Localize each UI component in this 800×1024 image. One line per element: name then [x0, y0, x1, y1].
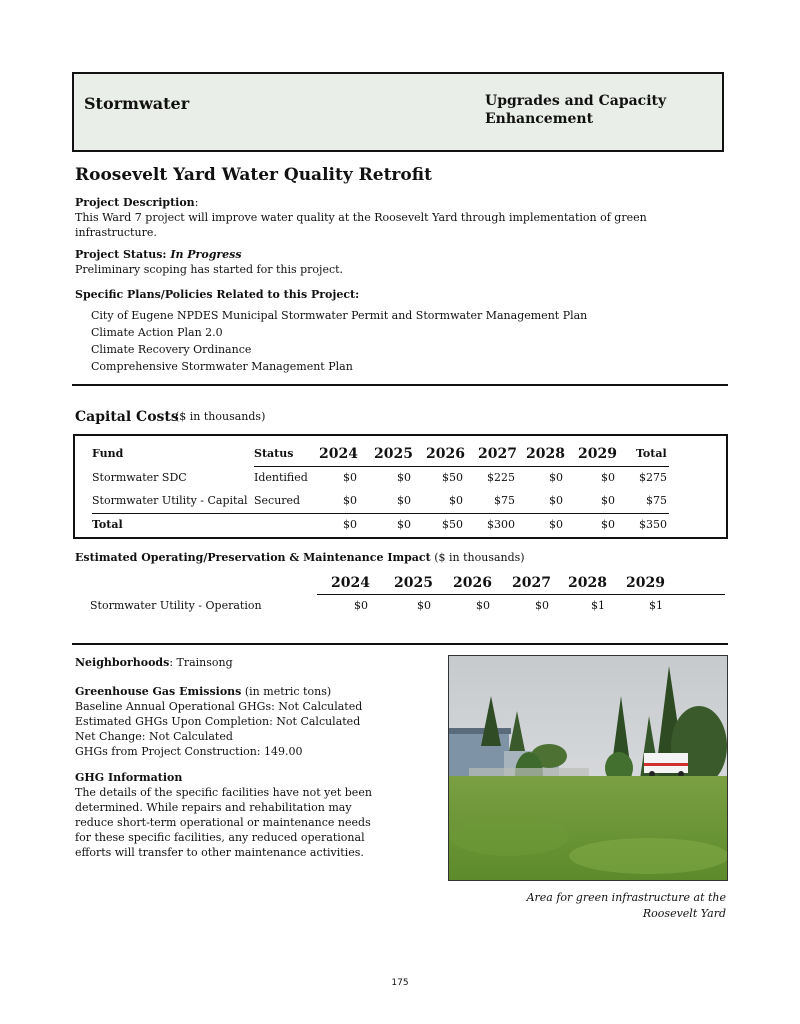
header-status: Status: [254, 447, 294, 460]
header-year: 2026: [426, 446, 465, 462]
plans-label: Specific Plans/Policies Related to this Project:: [75, 288, 360, 301]
op-cell: $0: [417, 599, 431, 612]
ghg-info-text: The details of the specific facilities have not yet been determined. While repairs and rehabilitation may reduce short-term operational or maintenance needs for these specific facilities, any reduced operational efforts will transfer to other maintenance activities.: [75, 786, 372, 859]
cost-cell: $0: [343, 471, 357, 484]
op-year: 2025: [394, 575, 433, 591]
header-year: 2028: [526, 446, 565, 462]
cost-total: $75: [646, 494, 667, 507]
op-fund-name: Stormwater Utility - Operation: [90, 599, 262, 612]
neighborhoods-value: Trainsong: [176, 656, 233, 669]
status-label: Project Status: [75, 248, 163, 261]
ghg-line: Estimated GHGs Upon Completion: Not Calculated: [75, 715, 361, 728]
op-year: 2027: [512, 575, 551, 591]
ghg-line: Baseline Annual Operational GHGs: Not Calculated: [75, 700, 363, 713]
cost-cell: $0: [549, 494, 563, 507]
fund-status: Secured: [254, 494, 301, 507]
operating-impact-title: [75, 551, 525, 564]
cost-total: $275: [639, 471, 667, 484]
total-cell: $0: [601, 518, 615, 531]
project-status-block: Project Status: In Progress Preliminary scoping has started for this project.: [75, 247, 675, 277]
ghg-block: [75, 684, 375, 759]
project-title: Roosevelt Yard Water Quality Retrofit: [75, 165, 432, 185]
capital-costs-table: [73, 434, 728, 539]
section-banner: [72, 72, 724, 152]
total-cell: $0: [549, 518, 563, 531]
fund-name: Stormwater Utility - Capital: [92, 494, 248, 507]
cost-cell: $225: [487, 471, 515, 484]
fund-name: Stormwater SDC: [92, 471, 187, 484]
ghg-info-block: [75, 770, 375, 860]
plan-item: Climate Action Plan 2.0: [91, 326, 223, 339]
divider: [72, 643, 728, 645]
plan-item: Climate Recovery Ordinance: [91, 343, 252, 356]
total-cell: $0: [397, 518, 411, 531]
total-cell: $300: [487, 518, 515, 531]
total-cell: $50: [442, 518, 463, 531]
capital-costs-title: Capital Costs: [75, 409, 179, 425]
subcategory-title: Upgrades and Capacity Enhancement: [485, 93, 667, 127]
cost-cell: $50: [442, 471, 463, 484]
op-cell: $0: [535, 599, 549, 612]
op-year: 2026: [453, 575, 492, 591]
op-year: 2024: [331, 575, 370, 591]
description-label: Project Description: [75, 196, 195, 209]
cost-cell: $0: [449, 494, 463, 507]
fund-status: Identified: [254, 471, 308, 484]
op-cell: $0: [476, 599, 490, 612]
status-text: Preliminary scoping has started for this project.: [75, 263, 344, 276]
header-year: 2024: [319, 446, 358, 462]
cost-cell: $0: [601, 471, 615, 484]
neighborhoods-block: Neighborhoods: Trainsong: [75, 656, 233, 669]
plan-item: City of Eugene NPDES Municipal Stormwater Permit and Stormwater Management Plan: [91, 309, 588, 322]
op-cell: $1: [591, 599, 605, 612]
cost-cell: $0: [549, 471, 563, 484]
page-number: 175: [391, 978, 409, 988]
header-year: 2027: [478, 446, 517, 462]
op-year: 2028: [568, 575, 607, 591]
cost-cell: $0: [397, 471, 411, 484]
photo-caption: [500, 890, 726, 922]
cost-cell: $75: [494, 494, 515, 507]
op-cell: $1: [649, 599, 663, 612]
operating-note: ($ in thousands): [434, 551, 525, 564]
category-title: Stormwater: [84, 94, 190, 113]
cost-cell: $0: [601, 494, 615, 507]
cost-cell: $0: [397, 494, 411, 507]
op-header-rule: [317, 594, 725, 595]
description-text: This Ward 7 project will improve water quality at the Roosevelt Yard through implementation of green infrastructure.: [75, 211, 647, 239]
caption-line: Roosevelt Yard: [642, 907, 726, 920]
op-year: 2029: [626, 575, 665, 591]
ghg-units: (in metric tons): [244, 685, 332, 698]
status-value: In Progress: [170, 248, 242, 261]
project-description-block: Project Description: This Ward 7 project will improve water quality at the Roosevelt Yard through implementation of green infrastructure.: [75, 195, 675, 240]
ghg-line: GHGs from Project Construction: 149.00: [75, 745, 303, 758]
capital-costs-note: ($ in thousands): [175, 410, 266, 423]
plans-list: [91, 307, 587, 375]
header-total: Total: [636, 447, 667, 460]
caption-line: Area for green infrastructure at the: [526, 891, 726, 904]
neighborhoods-label: Neighborhoods: [75, 656, 170, 669]
plan-item: Comprehensive Stormwater Management Plan: [91, 360, 353, 373]
grand-total: $350: [639, 518, 667, 531]
ghg-line: Net Change: Not Calculated: [75, 730, 233, 743]
total-rule: [92, 513, 669, 514]
ghg-info-label: GHG Information: [75, 771, 183, 784]
ghg-label: Greenhouse Gas Emissions: [75, 685, 242, 698]
operating-title: Estimated Operating/Preservation & Maintenance Impact: [75, 551, 431, 564]
header-rule: [254, 466, 669, 467]
header-fund: Fund: [92, 447, 124, 460]
header-year: 2029: [578, 446, 617, 462]
cost-cell: $0: [343, 494, 357, 507]
site-photo: [448, 655, 728, 881]
header-year: 2025: [374, 446, 413, 462]
total-cell: $0: [343, 518, 357, 531]
total-label: Total: [92, 518, 123, 531]
divider: [72, 384, 728, 386]
op-cell: $0: [354, 599, 368, 612]
